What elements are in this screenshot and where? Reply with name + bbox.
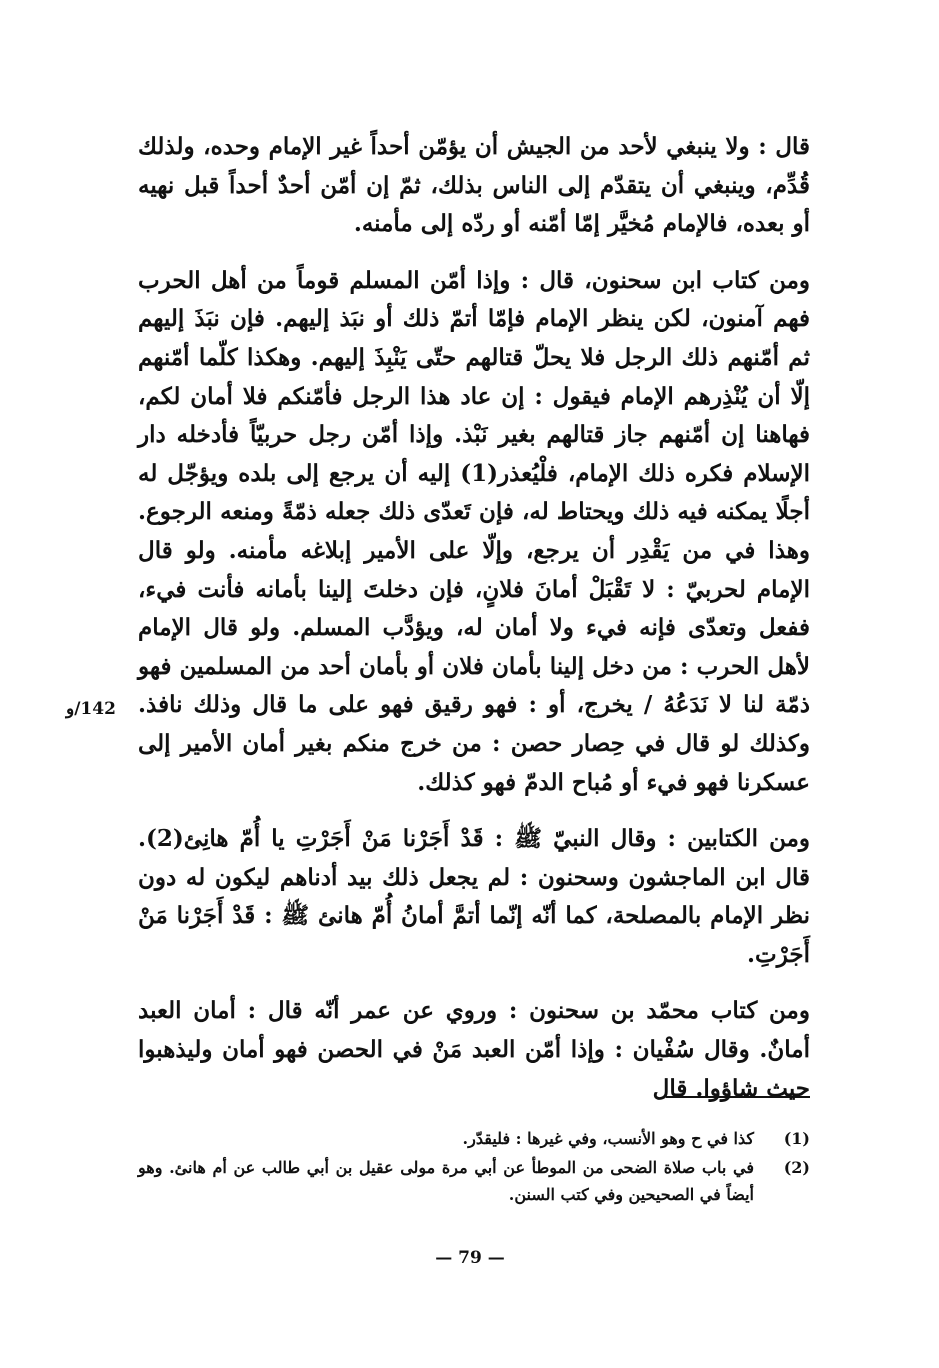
paragraph-3-source: ومن الكتابين : xyxy=(667,825,810,853)
footnote-2-number: (2) xyxy=(783,1158,810,1177)
main-text xyxy=(138,128,810,1126)
footnote-divider xyxy=(666,1096,810,1098)
paragraph-3 xyxy=(138,820,810,974)
page-number: — 79 — xyxy=(435,1248,505,1268)
paragraph-3-text: وقال النبيّ ﷺ : قَدْ أَجَرْنا مَنْ أَجَرْتِ يا أُمّ هانِئ(2). قال ابن الماجشون وسحنون : لم يجعل ذلك بيد أدناهم ليكون له دون نظر الإمام بالمصلحة، كما أنّه إنّما أتمَّ أمانُ أُمّ هانئ ﷺ : قَدْ أَجَرْنا مَنْ أَجَرْتِ. xyxy=(138,825,810,968)
footnotes xyxy=(138,1125,810,1210)
footnote-2-text: في باب صلاة الضحى من الموطأ عن أبي مرة مولى عقيل بن أبي طالب عن أم هانئ. وهو أيضاً في الصحيحين وفي كتب السنن. xyxy=(138,1158,754,1204)
paragraph-4-source: ومن كتاب محمّد بن سحنون : xyxy=(508,997,810,1025)
paragraph-1-text: قال : ولا ينبغي لأحد من الجيش أن يؤمّن أحداً غير الإمام وحده، ولذلك قُدِّم، وينبغي أن يتقدّم إلى الناس بذلك، ثمّ إن أمّن أحدٌ أحداً قبل نهيه أو بعده، فالإمام مُخيَّر إمّا أمّنه أو ردّه إلى مأمنه. xyxy=(138,133,810,238)
paragraph-2 xyxy=(138,262,810,802)
paragraph-2-source: ومن كتاب ابن سحنون، xyxy=(584,266,810,294)
paragraph-4 xyxy=(138,992,810,1108)
folio-margin-note: 142/و xyxy=(66,699,116,719)
paragraph-4-text: وروي عن عمر أنّه قال : أمان العبد أمانٌ. وقال سُفْيان : وإذا أمّن العبد مَنْ في الحصن فهو أمان وليذهبوا حيث شاؤوا. قال xyxy=(138,997,810,1102)
footnote-1 xyxy=(138,1125,810,1152)
paragraph-1 xyxy=(138,128,810,244)
footnote-2 xyxy=(138,1154,810,1208)
footnote-1-number: (1) xyxy=(783,1129,810,1148)
paragraph-2-text: قال : وإذا أمّن المسلم قوماً من أهل الحرب فهم آمنون، لكن ينظر الإمام فإمّا أتمّ ذلك أو نبَذ إليهم. فإن نبَذَ إليهم ثم أمّنهم ذلك الرجل فلا يحلّ قتالهم حتّى يَنْبِذَ إليهم. وهكذا كلّما أمّنهم إلّا أن يُنْذِرهم الإمام فيقول : إن عاد هذا الرجل فأمّنكم فلا أمان لكم، فهاهنا إن أمّنهم جاز قتالهم بغير نَبْذ. وإذا أمّن رجل حربيّاً فأدخله دار الإسلام فكره ذلك الإمام، فلْيُعذر(1) إليه أن يرجع إلى بلده ويؤجّل له أجلًا يمكنه فيه ذلك ويحتاط له، فإن تَعدّى ذلك جعله ذمّةً ومنعه الرجوع. وهذا في من يَقْدِر أن يرجع، وإلّا على الأمير إبلاغه مأمنه. ولو قال الإمام لحربيّ : لا تَقْبَلْ أمانَ فلانٍ، فإن دخلتَ إلينا بأمانه فأنت فيء، ففعل وتعدّى فإنه فيء ولا أمان له، ويؤدَّب المسلم. ولو قال الإمام لأهل الحرب : من دخل إلينا بأمان فلان أو بأمان أحد من المسلمين فهو ذمّة لنا لا نَدَعُهُ / يخرج، أو : فهو رقيق فهو على ما قال وذلك نافذ. وكذلك لو قال في حِصار حصن : من خرج منكم بغير أمان الأمير إلى عسكرنا فهو فيء أو مُباح الدمّ فهو كذلك. xyxy=(138,266,810,796)
footnote-1-text: كذا في ح وهو الأنسب، وفي غيرها : فليقدّر. xyxy=(462,1129,754,1148)
